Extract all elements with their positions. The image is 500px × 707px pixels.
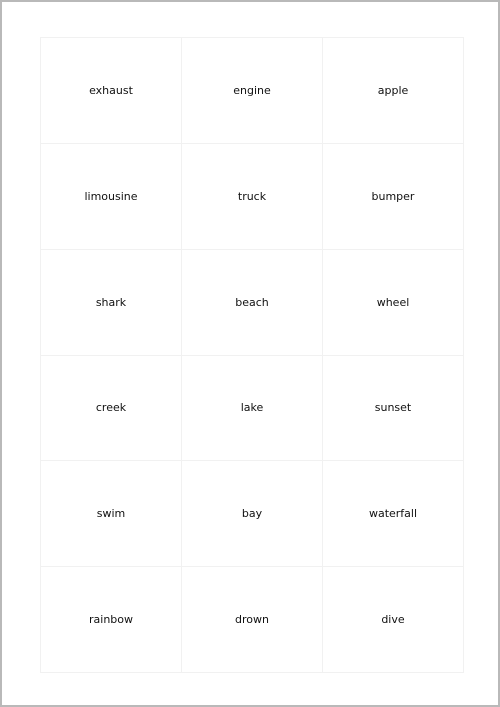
word-card: drown: [182, 567, 323, 673]
word-card: beach: [182, 250, 323, 356]
word-card: limousine: [41, 144, 182, 250]
word-card: waterfall: [323, 461, 464, 567]
document-page: [2, 2, 498, 705]
word-card: creek: [41, 356, 182, 462]
word-card: swim: [41, 461, 182, 567]
word-card: rainbow: [41, 567, 182, 673]
word-card: engine: [182, 38, 323, 144]
word-card: shark: [41, 250, 182, 356]
word-card: sunset: [323, 356, 464, 462]
word-card: apple: [323, 38, 464, 144]
word-card: bay: [182, 461, 323, 567]
word-card: lake: [182, 356, 323, 462]
word-card: bumper: [323, 144, 464, 250]
word-card: exhaust: [41, 38, 182, 144]
word-card-grid: [40, 37, 464, 673]
word-card: dive: [323, 567, 464, 673]
word-card: wheel: [323, 250, 464, 356]
word-card: truck: [182, 144, 323, 250]
